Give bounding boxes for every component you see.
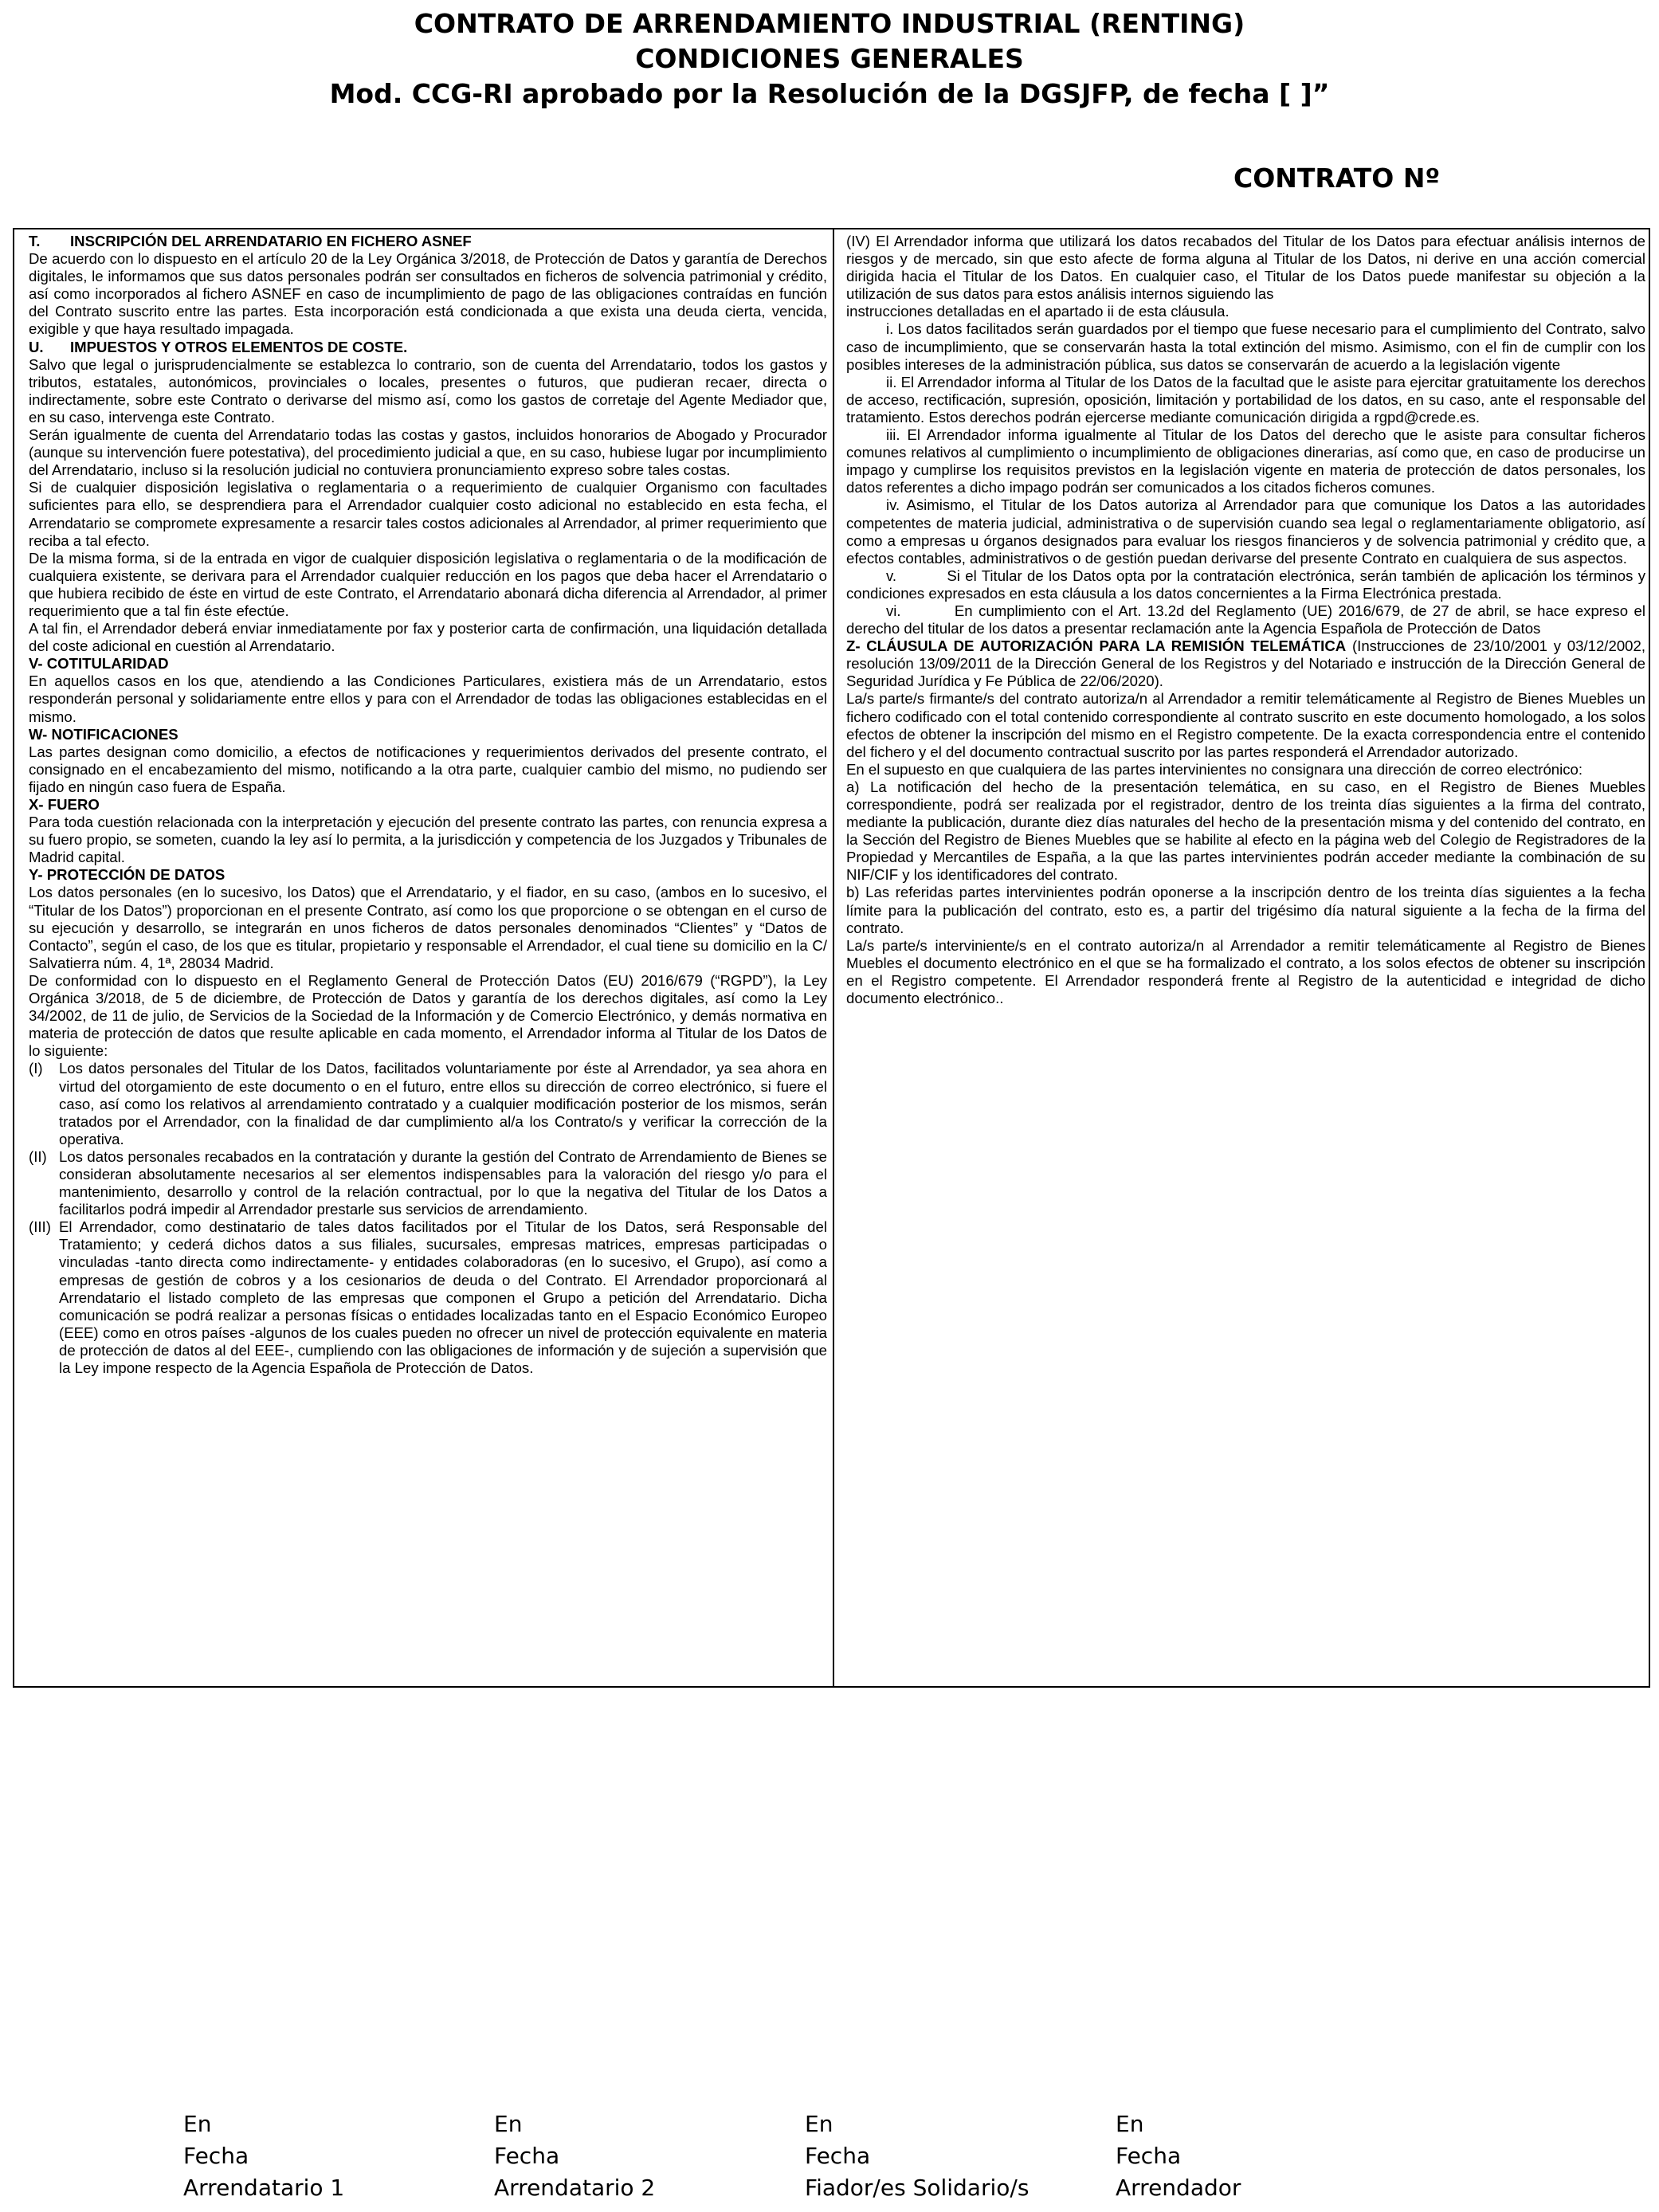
conditions-table [13, 228, 1650, 1688]
right-column [846, 233, 1645, 1683]
left-column [29, 233, 827, 1683]
signature-date: Fecha [805, 2143, 871, 2169]
signature-block-fiador [805, 2108, 1029, 2204]
subitem-vi: vi. En cumplimiento con el Art. 13.2d del Reglamento (UE) 2016/679, de 27 de abril, se hace expreso el derecho del titular de los datos a presentar reclamación ante la Agencia Española de Protección de Datos [846, 602, 1645, 637]
section-y-item-i: (I) Los datos personales del Titular de los Datos, facilitados voluntariamente por éste al Arrendador, ya sea ahora en virtud del otorgamiento de este documento o en el futuro, entre ellos su dirección de correo electrónico, si fuere el caso, así como los relativos al arrendamiento contratado y a cualquier modificación posterior de los mismos, serán tratados por el Arrendador, con la finalidad de dar cumplimiento al/a los Contrato/s y verificar la corrección de la operativa. [29, 1060, 827, 1147]
section-t-heading: T. INSCRIPCIÓN DEL ARRENDATARIO EN FICHERO ASNEF [29, 233, 472, 249]
section-t-body: De acuerdo con lo dispuesto en el artículo 20 de la Ley Orgánica 3/2018, de Protección de Datos y garantía de Derechos digitales, le informamos que sus datos personales podrán ser consultados en ficheros de solvencia patrimonial y crédito, así como incorporados al fichero ASNEF en caso de incumplimiento de pago de las obligaciones contraídas en función del Contrato suscrito entre las partes. Esta incorporación está condicionada a que exista una deuda cierta, vencida, exigible y que haya resultado impagada. [29, 250, 827, 338]
signature-block-arrendatario-1 [183, 2108, 344, 2204]
signature-party: Fiador/es Solidario/s [805, 2175, 1030, 2201]
signature-date: Fecha [494, 2143, 560, 2169]
signature-place: En [805, 2111, 833, 2137]
signature-place: En [183, 2111, 212, 2137]
subitem-i: i. Los datos facilitados serán guardados por el tiempo que fuese necesario para el cumplimiento del Contrato, salvo caso de incumplimiento, que se conservarán hasta la total extinción del mismo. Asimismo, con el fin de cumplir con los posibles intereses de la administración pública, sus datos se conservarán de acuerdo a la legislación vigente [846, 320, 1645, 373]
section-z-paragraph-3: a) La notificación del hecho de la presentación telemática, en su caso, en el Registro de Bienes Muebles correspondiente, podrá ser realizada por el registrador, dentro de los treinta días siguientes a la firma del contrato, mediante la publicación, durante diez días naturales del hecho de la presentación misma y del contenido del contrato, en la Sección del Registro de Bienes Muebles que se habilite al efecto en la página web del Colegio de Registradores de la Propiedad y Mercantiles de España, a la que las partes intervinientes podrán acceder mediante la combinación de su NIF/CIF y los identificadores del contrato. [846, 778, 1645, 884]
column-divider [833, 229, 834, 1686]
signature-block-arrendatario-2 [494, 2108, 655, 2204]
title-line-3: Mod. CCG-RI aprobado por la Resolución de la DGSJFP, de fecha [ ]” [329, 78, 1330, 109]
document-title [0, 6, 1659, 112]
subitem-iii: iii. El Arrendador informa igualmente al Titular de los Datos del derecho que le asiste para consultar ficheros comunes relativos al cumplimiento o incumplimiento de obligaciones dinerarias, así como que, en caso de producirse un impago y cumplirse los requisitos previstos en la legislación vigente en materia de protección de datos personales, los datos referentes a dicho impago podrán ser comunicados a los citados ficheros comunes. [846, 426, 1645, 496]
subitem-iv: iv. Asimismo, el Titular de los Datos autoriza al Arrendador para que comunique los Datos a las autoridades competentes de materia judicial, administrativa o de supervisión cuando sea legal o reglamentariamente obligatorio, así como a empresas u órganos designados para evaluar los riesgos financieros y de solvencia patrimonial y crédito que, a efectos contables, administrativos o de gestión puedan derivarse del presente Contrato en cualquiera de sus aspectos. [846, 496, 1645, 567]
subitem-v: v. Si el Titular de los Datos opta por la contratación electrónica, serán también de aplicación los términos y condiciones expresados en esta cláusula a los datos concernientes a la Firma Electrónica prestada. [846, 567, 1645, 602]
section-y-paragraph-2: De conformidad con lo dispuesto en el Reglamento General de Protección Datos (EU) 2016/679 (“RGPD”), la Ley Orgánica 3/2018, de 5 de diciembre, de Protección de Datos y garantía de los derechos digitales, así como la Ley 34/2002, de 11 de julio, de Servicios de la Sociedad de la Información y de Comercio Electrónico, y demás normativa en materia de protección de datos que resulte aplicable en cada momento, el Arrendador informa al Titular de los Datos de lo siguiente: [29, 971, 827, 1060]
signature-date: Fecha [183, 2143, 249, 2169]
signature-party: Arrendatario 2 [494, 2175, 656, 2201]
contract-number-label: CONTRATO Nº [1233, 163, 1441, 194]
section-y-item-ii: (II) Los datos personales recabados en la contratación y durante la gestión del Contrato de Arrendamiento de Bienes se consideran absolutamente necesarios al ser elementos indispensables para la valoración del riesgo y/o para el mantenimiento, desarrollo y control de la relación contractual, por lo que la negativa del Titular de los Datos a facilitarlos podrá impedir al Arrendador prestarle sus servicios de arrendamiento. [29, 1147, 827, 1218]
section-y-item-iii: (III) El Arrendador, como destinatario de tales datos facilitados por el Titular de los Datos, será Responsable del Tratamiento; y cederá dichos datos a sus filiales, sucursales, empresas matrices, empresas participadas o vinculadas -tanto directa como indirectamente- y entidades colaboradoras (en lo sucesivo, el Grupo), así como a empresas de gestión de cobros y a los cesionarios de deuda o del Contrato. El Arrendador proporcionará al Arrendatario el listado completo de las empresas que componen el Grupo a petición del Arrendatario. Dicha comunicación se podrá realizar a personas físicas o entidades localizadas tanto en el Espacio Económico Europeo (EEE) como en otros países -algunos de los cuales pueden no ofrecer un nivel de protección equivalente en materia de protección de datos al del EEE-, cumpliendo con las obligaciones de información y de sujeción a supervisión que la Ley impone respecto de la Agencia Española de Protección de Datos. [29, 1218, 827, 1376]
signature-place: En [1116, 2111, 1144, 2137]
section-w-heading: W- NOTIFICACIONES [29, 725, 178, 743]
section-u-paragraph-5: A tal fin, el Arrendador deberá enviar inmediatamente por fax y posterior carta de confirmación, una liquidación detallada del coste adicional en cuestión al Arrendatario. [29, 620, 827, 655]
section-u-paragraph-4: De la misma forma, si de la entrada en vigor de cualquier disposición legislativa o reglamentaria o de la modificación de cualquiera existente, se derivara para el Arrendador cualquier reducción en los pagos que deba hacer el Arrendatario o que hubiera recibido de éste en virtud de este Contrato, el Arrendatario abonará dicha diferencia al Arrendador, al primer requerimiento que a tal fin éste efectúe. [29, 549, 827, 619]
section-u-paragraph-1: Salvo que legal o jurisprudencialmente se establezca lo contrario, son de cuenta del Arrendatario, todos los gastos y tributos, estatales, autonómicos, provinciales o locales, presentes o futuros, que pudieran recaer, directa o indirectamente, sobre este Contrato o derivarse del mismo así, como los gastos de corretaje del Agente Mediador que, en su caso, intervenga este Contrato. [29, 355, 827, 426]
section-x-body: Para toda cuestión relacionada con la interpretación y ejecución del presente contrato las partes, con renuncia expresa a su fuero propio, se someten, cuando la ley así lo permita, a la jurisdicción y competencia de los Juzgados y Tribunales de Madrid capital. [29, 814, 827, 866]
section-z-paragraph-2: En el supuesto en que cualquiera de las partes intervinientes no consignara una dirección de correo electrónico: [846, 760, 1583, 778]
section-u-paragraph-3: Si de cualquier disposición legislativa o reglamentaria o a requerimiento de cualquier Organismo con facultades suficientes para ello, se desprendiera para el Arrendador cualquier costo adicional no establecido en esta fecha, el Arrendatario se compromete expresamente a resarcir tales costos adicionales al Arrendador, al primer requerimiento que reciba a tal efecto. [29, 479, 827, 549]
subitem-ii: ii. El Arrendador informa al Titular de los Datos de la facultad que le asiste para ejercitar gratuitamente los derechos de acceso, rectificación, supresión, oposición, limitación y portabilidad de los datos, en su caso, ante el responsable del tratamiento. Estos derechos podrán ejercerse mediante comunicación dirigida a rgpd@crede.es. [846, 373, 1645, 426]
section-v-body: En aquellos casos en los que, atendiendo a las Condiciones Particulares, existiera más de un Arrendatario, estos responderán personal y solidariamente entre ellos y para con el Arrendador de todas las obligaciones establecidas en el mismo. [29, 673, 827, 725]
title-line-2: CONDICIONES GENERALES [635, 43, 1024, 74]
signature-place: En [494, 2111, 523, 2137]
signature-block-arrendador [1116, 2108, 1241, 2204]
section-y-item-iv-continuation: instrucciones detalladas en el apartado ii de esta cláusula. [846, 303, 1230, 320]
section-w-body: Las partes designan como domicilio, a efectos de notificaciones y requerimientos derivados del presente contrato, el consignado en el encabezamiento del mismo, notificando a la otra parte, cualquier cambio del mismo, no pudiendo ser fijado en ningún caso fuera de España. [29, 743, 827, 795]
section-y-paragraph-1: Los datos personales (en lo sucesivo, los Datos) que el Arrendatario, y el fiador, en su caso, (ambos en lo sucesivo, el “Titular de los Datos”) proporcionan en el presente Contrato, así como los que proporcione o se obtengan en el curso de su ejecución y desarrollo, se integrarán en unos ficheros de datos personales denominados “Clientes” y “Datos de Contacto”, según el caso, de los que es titular, propietario y responsable el Arrendador, el cual tiene su domicilio en la C/ Salvatierra núm. 4, 1ª, 28034 Madrid. [29, 884, 827, 971]
section-v-heading: V- COTITULARIDAD [29, 655, 169, 673]
title-line-1: CONTRATO DE ARRENDAMIENTO INDUSTRIAL (RENTING) [414, 8, 1245, 39]
section-y-item-iv: (IV) El Arrendador informa que utilizará los datos recabados del Titular de los Datos para efectuar análisis internos de riesgos y de mercado, sin que esto afecte de forma alguna al Titular de los Datos, ni derive en una acción comercial dirigida hacia el Titular de los Datos. En cualquier caso, el Titular de los Datos puede manifestar su objeción a la utilización de sus datos para estos análisis internos siguiendo las [846, 233, 1645, 303]
signature-party: Arrendador [1116, 2175, 1241, 2201]
signature-blocks [0, 2108, 1659, 2212]
section-z-paragraph-4: b) Las referidas partes intervinientes podrán oponerse a la inscripción dentro de los treinta días siguientes a la fecha límite para la publicación del contrato, esto es, a partir del trigésimo día natural siguiente a la fecha de la firma del contrato. [846, 884, 1645, 936]
section-u-paragraph-2: Serán igualmente de cuenta del Arrendatario todas las costas y gastos, incluidos honorarios de Abogado y Procurador (aunque su intervención fuere potestativa), del procedimiento judicial a que, en su caso, hubiese lugar por incumplimiento del Arrendatario, incluso si la resolución judicial no contuviera pronunciamiento expreso sobre tales costas. [29, 426, 827, 479]
section-u-heading: U. IMPUESTOS Y OTROS ELEMENTOS DE COSTE. [29, 338, 408, 355]
section-y-heading: Y- PROTECCIÓN DE DATOS [29, 866, 226, 884]
section-z-paragraph-1: La/s parte/s firmante/s del contrato autoriza/n al Arrendador a remitir telemáticamente al Registro de Bienes Muebles un fichero codificado con el total contenido correspondiente al contrato suscrito en este documento homologado, a los solos efectos de obtener la inscripción del mismo en el Registro competente. De la exacta correspondencia entre el contenido del fichero y el del documento contractual suscrito por las partes responderá el Arrendador autorizado. [846, 690, 1645, 760]
section-z-paragraph-5: La/s parte/s interviniente/s en el contrato autoriza/n al Arrendador a remitir telemáticamente al Registro de Bienes Muebles el documento electrónico en el que se ha formalizado el contrato, a los solos efectos de obtener su inscripción en el Registro competente. El Arrendador responderá frente al Registro de la autenticidad e integridad de dicho documento electrónico.. [846, 936, 1645, 1007]
signature-party: Arrendatario 1 [183, 2175, 345, 2201]
signature-date: Fecha [1116, 2143, 1182, 2169]
section-x-heading: X- FUERO [29, 796, 100, 813]
section-z-heading: Z- CLÁUSULA DE AUTORIZACIÓN PARA LA REMISIÓN TELEMÁTICA (Instrucciones de 23/10/2001 y 03/12/2002, resolución 13/09/2011 de la Dirección General de los Registros y del Notariado e instrucción de la Dirección General de Seguridad Jurídica y Fe Pública de 22/06/2020). [846, 637, 1645, 690]
